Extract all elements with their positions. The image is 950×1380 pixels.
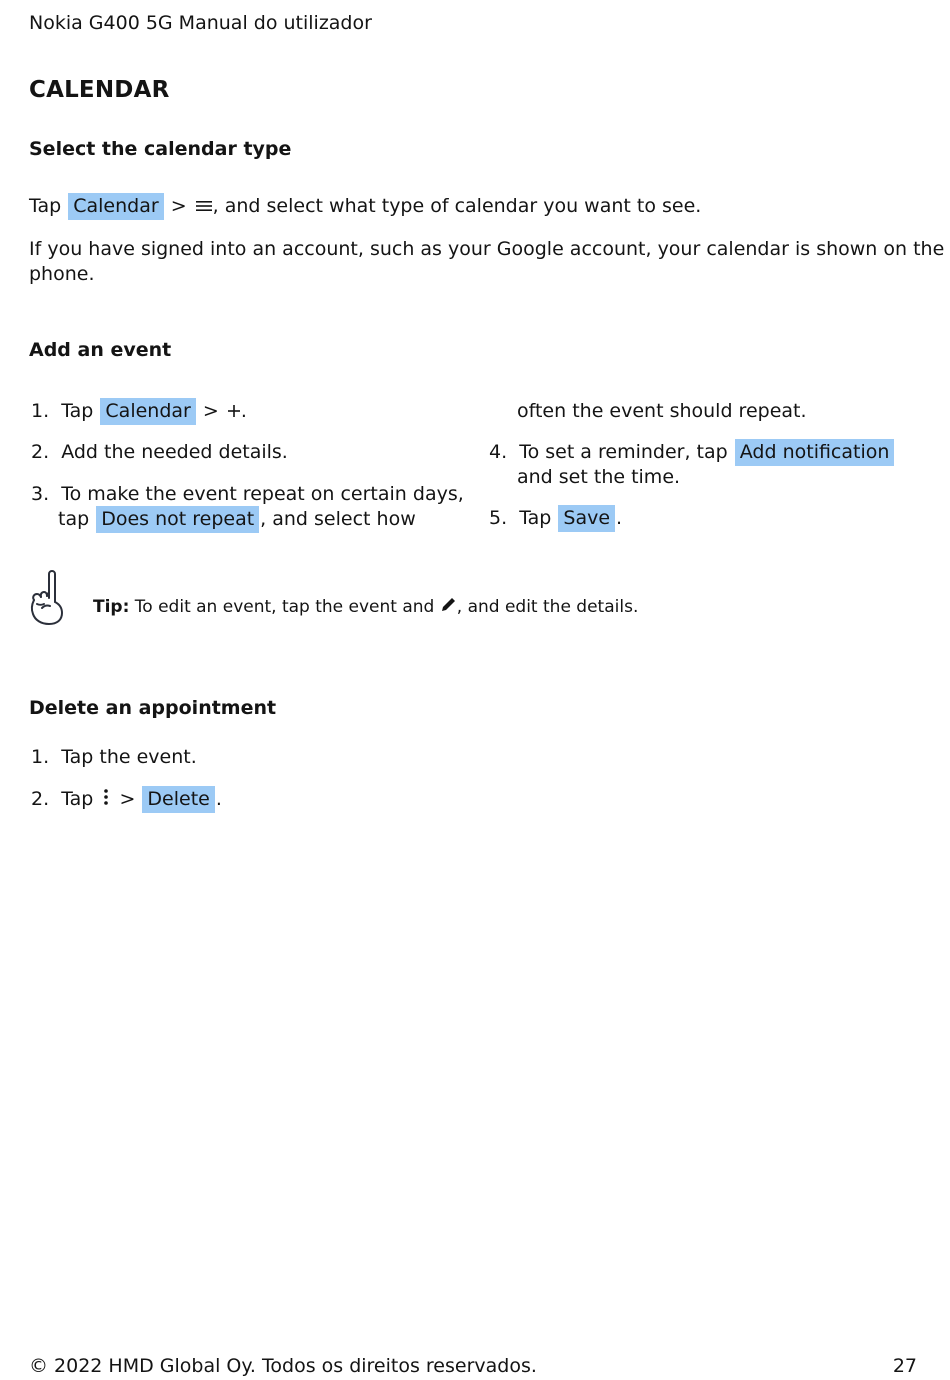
does-not-repeat-ui-label: Does not repeat — [96, 506, 259, 533]
step-number: 2. — [31, 441, 50, 463]
add-step-4-line1 — [489, 441, 895, 463]
step-number: 2. — [31, 788, 50, 810]
paragraph-account-line1: If you have signed into an account, such as your Google account, your calendar is shown on the — [29, 238, 945, 260]
paragraph-select-type — [29, 195, 701, 218]
delete-step-1 — [31, 746, 197, 768]
add-step-2 — [31, 441, 288, 463]
text-period: . — [240, 400, 247, 422]
menu-icon — [195, 196, 213, 218]
step-number: 1. — [31, 400, 50, 422]
step-text: To make the event repeat on certain days, — [61, 483, 464, 505]
tip-text-before: To edit an event, tap the event and — [134, 597, 435, 617]
step-text: Add the needed details. — [61, 441, 288, 463]
subheading-select-calendar-type: Select the calendar type — [29, 138, 292, 160]
more-vert-icon — [102, 788, 110, 811]
text-tap: Tap — [61, 400, 94, 422]
add-step-5 — [489, 507, 622, 529]
calendar-ui-label: Calendar — [68, 193, 163, 220]
text-tap: Tap — [519, 507, 552, 529]
step-number: 4. — [489, 441, 508, 463]
text-tap: Tap — [29, 195, 62, 217]
footer-copyright: © 2022 HMD Global Oy. Todos os direitos reservados. — [29, 1355, 537, 1377]
text-gt: > — [119, 788, 136, 810]
step-text: Tap the event. — [61, 746, 197, 768]
tip-text — [93, 596, 638, 618]
document-title: Nokia G400 5G Manual do utilizador — [29, 12, 372, 34]
add-step-1 — [31, 400, 247, 423]
text-period: . — [616, 507, 623, 529]
page-number: 27 — [892, 1355, 917, 1377]
step-text: To set a reminder, tap — [519, 441, 728, 463]
text-tap: tap — [58, 508, 90, 530]
step-number: 1. — [31, 746, 50, 768]
step-text: , and select how — [260, 508, 416, 530]
text-select-type-rest: , and select what type of calendar you want to see. — [212, 195, 702, 217]
add-step-3-line3: often the event should repeat. — [517, 400, 807, 422]
tip-hand-icon — [27, 568, 67, 631]
step-number: 3. — [31, 483, 50, 505]
text-period: . — [215, 788, 222, 810]
section-title: CALENDAR — [29, 77, 170, 103]
delete-ui-label: Delete — [142, 786, 214, 813]
paragraph-account-line2: phone. — [29, 263, 95, 285]
text-gt: > — [170, 195, 187, 217]
delete-step-2 — [31, 788, 222, 811]
tip-label: Tip: — [93, 597, 130, 617]
save-ui-label: Save — [558, 505, 615, 532]
text-gt: > — [202, 400, 219, 422]
tip-text-after: , and edit the details. — [456, 597, 639, 617]
plus-icon — [227, 401, 241, 423]
add-step-3-line2 — [58, 508, 416, 530]
pencil-icon — [440, 596, 457, 618]
add-notification-ui-label: Add notification — [735, 439, 895, 466]
add-step-4-line2: and set the time. — [517, 466, 681, 488]
subheading-add-event: Add an event — [29, 339, 172, 361]
text-tap: Tap — [61, 788, 94, 810]
add-step-3-line1 — [31, 483, 464, 505]
subheading-delete-appointment: Delete an appointment — [29, 697, 277, 719]
calendar-ui-label: Calendar — [100, 398, 195, 425]
step-number: 5. — [489, 507, 508, 529]
